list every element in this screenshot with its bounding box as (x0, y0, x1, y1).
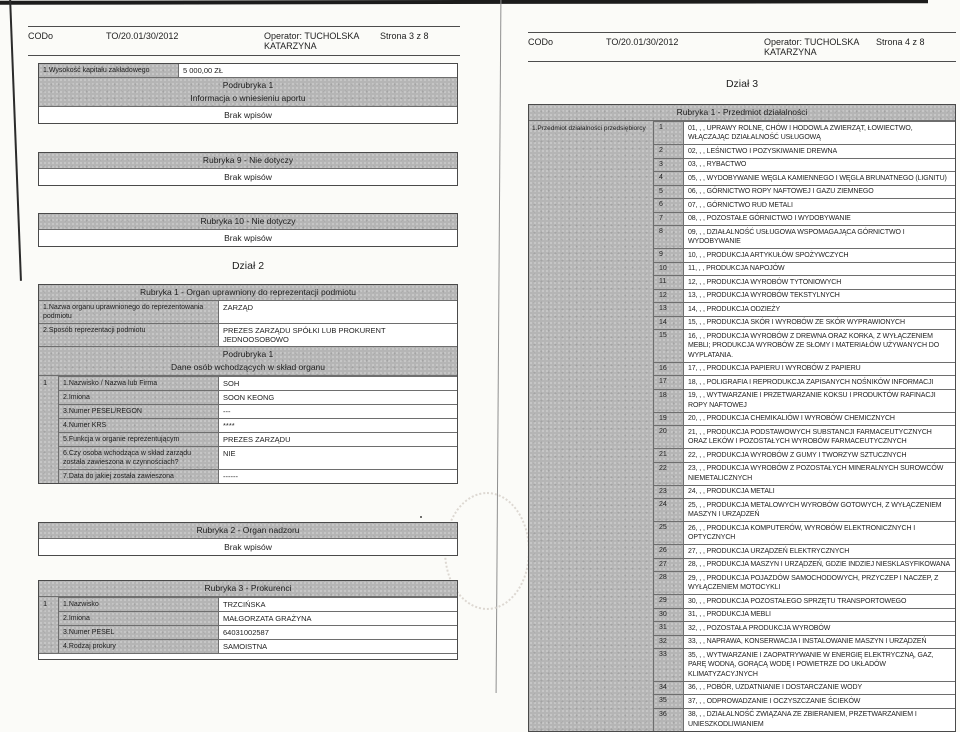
activity-row-text: 07, , , GÓRNICTWO RUD METALI (684, 199, 955, 212)
activity-row-text: 12, , , PRODUKCJA WYROBÓW TYTONIOWYCH (684, 276, 955, 289)
header-page-number: Strona 4 z 8 (876, 37, 925, 47)
rubryka2-title: Rubryka 2 - Organ nadzoru (39, 523, 457, 538)
activity-row-number: 28 (654, 572, 684, 594)
table-row (59, 432, 457, 446)
activity-row (654, 681, 955, 695)
activity-row-text: 19, , , WYTWARZANIE I PRZETWARZANIE KOKSU I PRODUKTÓW RAFINACJI ROPY NAFTOWEJ (684, 390, 955, 412)
activity-row (654, 289, 955, 303)
activity-row-text: 01, , , UPRAWY ROLNE, CHÓW I HODOWLA ZWIERZĄT, ŁOWIECTWO, WŁĄCZAJĄC DZIAŁALNOŚĆ USŁUGOWĄ (684, 122, 955, 144)
activity-row-text: 33, , , NAPRAWA, KONSERWACJA I INSTALOWANIE MASZYN I URZĄDZEŃ (684, 636, 955, 649)
rubryka9-title: Rubryka 9 - Nie dotyczy (39, 153, 457, 168)
activity-row-number: 32 (654, 636, 684, 649)
activity-row-number: 12 (654, 290, 684, 303)
activity-row-number: 3 (654, 159, 684, 172)
activity-row-number: 20 (654, 426, 684, 448)
activity-row-number: 31 (654, 622, 684, 635)
activity-row-text: 36, , , POBÓR, UZDATNIANIE I DOSTARCZANIE WODY (684, 682, 955, 695)
activity-row (654, 448, 955, 462)
row-label: 1.Nazwisko (59, 598, 219, 611)
rubryka9-empty: Brak wpisów (39, 168, 457, 185)
row-value: ZARZĄD (219, 301, 457, 323)
activity-row (654, 608, 955, 622)
prokurent-entry (39, 596, 457, 653)
page-header-right (528, 32, 956, 62)
activity-row-number: 9 (654, 249, 684, 262)
empty-strip (39, 653, 457, 659)
activity-row-number: 25 (654, 522, 684, 544)
activity-row-number: 30 (654, 609, 684, 622)
activity-row-text: 09, , , DZIAŁALNOŚĆ USŁUGOWA WSPOMAGAJĄCA GÓRNICTWO I WYDOBYWANIE (684, 226, 955, 248)
activity-row (654, 485, 955, 499)
activity-row-text: 28, , , PRODUKCJA MASZYN I URZĄDZEŃ, GDZIE INDZIEJ NIESKLASYFIKOWANA (684, 559, 955, 572)
activity-row-number: 23 (654, 486, 684, 499)
activity-row-number: 5 (654, 186, 684, 199)
activity-row-text: 35, , , WYTWARZANIE I ZAOPATRYWANIE W ENERGIĘ ELEKTRYCZNĄ, GAZ, PARĘ WODNĄ, GORĄCĄ WODĘ I POWIETRZE DO UKŁADÓW KLIMATYZACYJNYCH (684, 649, 955, 681)
activity-row-text: 11, , , PRODUKCJA NAPOJÓW (684, 263, 955, 276)
activity-row (654, 212, 955, 226)
row-label: 2.Sposób reprezentacji podmiotu (39, 324, 219, 346)
organ-member-rows (59, 376, 457, 483)
activity-row-text: 06, , , GÓRNICTWO ROPY NAFTOWEJ I GAZU ZIEMNEGO (684, 186, 955, 199)
row-value: 64031002587 (219, 626, 457, 639)
activity-row (654, 594, 955, 608)
activity-row-number: 26 (654, 545, 684, 558)
activity-row-number: 34 (654, 682, 684, 695)
header-code: CODo (528, 37, 554, 47)
section-title-dzial-3: Dział 3 (725, 78, 759, 90)
header-reference: TO/20.01/30/2012 (606, 37, 679, 47)
activity-row (654, 158, 955, 172)
rubryka3-prokurenci-table (38, 580, 458, 660)
row-value: SOON KEONG (219, 391, 457, 404)
table-row (59, 597, 457, 611)
activity-row (654, 694, 955, 708)
rubryka1-title: Rubryka 1 - Organ uprawniony do reprezentacji podmiotu (39, 285, 457, 300)
rubryka10-title: Rubryka 10 - Nie dotyczy (39, 214, 457, 229)
activity-row-text: 38, , , DZIAŁALNOŚĆ ZWIĄZANA ZE ZBIERANIEM, PRZETWARZANIEM I UNIESZKODLIWIANIEM (684, 709, 955, 731)
row-label: 4.Rodzaj prokury (59, 640, 219, 653)
header-page-number: Strona 3 z 8 (380, 31, 429, 41)
row-value: SAMOISTNA (219, 640, 457, 653)
table-row (39, 300, 457, 323)
activity-row-number: 15 (654, 330, 684, 362)
activity-row-text: 24, , , PRODUKCJA METALI (684, 486, 955, 499)
activity-row-text: 20, , , PRODUKCJA CHEMIKALIÓW I WYROBÓW CHEMICZNYCH (684, 413, 955, 426)
activity-label: 1.Przedmiot działalności przedsiębiorcy (529, 121, 654, 731)
activity-row-number: 11 (654, 276, 684, 289)
capital-value: 5 000,00 ZŁ (179, 64, 457, 77)
activity-row-text: 18, , , POLIGRAFIA I REPRODUKCJA ZAPISANYCH NOŚNIKÓW INFORMACJI (684, 376, 955, 389)
table-row (59, 418, 457, 432)
activity-row (654, 302, 955, 316)
row-value: --- (219, 405, 457, 418)
activity-row (654, 144, 955, 158)
activity-row-number: 17 (654, 376, 684, 389)
podrubryka1-subtitle: Informacja o wniesieniu aportu (190, 93, 306, 103)
row-label: 1.Nazwisko / Nazwa lub Firma (59, 377, 219, 390)
activity-row-text: 05, , , WYDOBYWANIE WĘGLA KAMIENNEGO I WĘGLA BRUNATNEGO (LIGNITU) (684, 172, 955, 185)
activity-items (654, 121, 955, 731)
activity-row-number: 29 (654, 595, 684, 608)
table-row (59, 611, 457, 625)
row-value: MAŁGORZATA GRAŻYNA (219, 612, 457, 625)
table-row (59, 376, 457, 390)
activity-row-text: 15, , , PRODUKCJA SKÓR I WYROBÓW ZE SKÓR WYPRAWIONYCH (684, 317, 955, 330)
activity-row-number: 36 (654, 709, 684, 731)
row-label: 3.Numer PESEL/REGON (59, 405, 219, 418)
activity-row-number: 13 (654, 303, 684, 316)
activity-row (654, 375, 955, 389)
activity-row-number: 33 (654, 649, 684, 681)
row-label: 2.Imiona (59, 612, 219, 625)
row-value: **** (219, 419, 457, 432)
activity-row-number: 27 (654, 559, 684, 572)
activity-row-number: 8 (654, 226, 684, 248)
activity-row-number: 2 (654, 145, 684, 158)
activity-row-number: 19 (654, 413, 684, 426)
activity-row-number: 16 (654, 363, 684, 376)
section-title-dzial-2: Dział 2 (231, 260, 265, 272)
activity-row (654, 412, 955, 426)
activity-row-number: 35 (654, 695, 684, 708)
rubryka1-rows (39, 300, 457, 346)
activity-row-number: 1 (654, 122, 684, 144)
podrubryka1-organ-band (39, 346, 457, 375)
activity-row-number: 21 (654, 449, 684, 462)
row-value: NIE (219, 447, 457, 469)
rubryka9-table (38, 152, 458, 186)
activity-row-text: 32, , , POZOSTAŁA PRODUKCJA WYROBÓW (684, 622, 955, 635)
activity-row (654, 275, 955, 289)
page-4 (528, 0, 956, 732)
activity-body (529, 120, 955, 731)
activity-row (654, 225, 955, 248)
activity-row (654, 121, 955, 144)
rubryka2-table (38, 522, 458, 556)
activity-row (654, 329, 955, 362)
table-row (59, 446, 457, 469)
activity-row (654, 185, 955, 199)
row-label: 5.Funkcja w organie reprezentującym (59, 433, 219, 446)
activity-row-number: 4 (654, 172, 684, 185)
activity-row (654, 198, 955, 212)
activity-row (654, 248, 955, 262)
activity-row (654, 462, 955, 485)
header-reference: TO/20.01/30/2012 (106, 31, 179, 41)
activity-row-text: 29, , , PRODUKCJA POJAZDÓW SAMOCHODOWYCH, PRZYCZEP I NACZEP, Z WYŁĄCZENIEM MOTOCYKLI (684, 572, 955, 594)
activity-row-text: 16, , , PRODUKCJA WYROBÓW Z DREWNA ORAZ KORKA, Z WYŁĄCZENIEM MEBLI; PRODUKCJA WYROBÓW ZE SŁOMY I MATERIAŁÓW UŻYWANYCH DO WYPLATANIA. (684, 330, 955, 362)
rubryka1-representation-table (38, 284, 458, 484)
capital-row (39, 64, 457, 77)
rubryka10-empty: Brak wpisów (39, 229, 457, 246)
scan-left-edge (9, 0, 22, 281)
activity-row (654, 316, 955, 330)
activity-row-number: 6 (654, 199, 684, 212)
activity-row-number: 14 (654, 317, 684, 330)
activity-row-text: 25, , , PRODUKCJA METALOWYCH WYROBÓW GOTOWYCH, Z WYŁĄCZENIEM MASZYN I URZĄDZEŃ (684, 499, 955, 521)
podrubryka-title: Podrubryka 1 (222, 349, 274, 359)
organ-member-entry (39, 375, 457, 483)
activity-row-text: 27, , , PRODUKCJA URZĄDZEŃ ELEKTRYCZNYCH (684, 545, 955, 558)
activity-row-text: 26, , , PRODUKCJA KOMPUTERÓW, WYROBÓW ELEKTRONICZNYCH I OPTYCZNYCH (684, 522, 955, 544)
activity-row (654, 571, 955, 594)
activity-row-text: 23, , , PRODUKCJA WYROBÓW Z POZOSTAŁYCH MINERALNYCH SUROWCÓW NIEMETALICZNYCH (684, 463, 955, 485)
activity-row (654, 171, 955, 185)
activity-row-text: 30, , , PRODUKCJA POZOSTAŁEGO SPRZĘTU TRANSPORTOWEGO (684, 595, 955, 608)
activity-row-text: 37, , , ODPROWADZANIE I OCZYSZCZANIE ŚCIEKÓW (684, 695, 955, 708)
row-label: 6.Czy osoba wchodząca w skład zarządu została zawieszona w czynnościach? (59, 447, 219, 469)
row-label: 4.Numer KRS (59, 419, 219, 432)
activity-rubryka-title: Rubryka 1 - Przedmiot działalności (529, 105, 955, 120)
activity-row (654, 425, 955, 448)
row-label: 3.Numer PESEL (59, 626, 219, 639)
rubryka2-empty: Brak wpisów (39, 538, 457, 555)
row-value: PREZES ZARZĄDU (219, 433, 457, 446)
table-row (59, 625, 457, 639)
activity-row-text: 17, , , PRODUKCJA PAPIERU I WYROBÓW Z PAPIERU (684, 363, 955, 376)
row-value: ------ (219, 470, 457, 483)
activity-row-text: 08, , , POZOSTAŁE GÓRNICTWO I WYDOBYWANIE (684, 213, 955, 226)
activity-row (654, 544, 955, 558)
activity-row-number: 10 (654, 263, 684, 276)
rubryka1-activity-table (528, 104, 956, 732)
row-label: 2.Imiona (59, 391, 219, 404)
activity-row-text: 03, , , RYBACTWO (684, 159, 955, 172)
podrubryka1-band (39, 77, 457, 106)
activity-row (654, 362, 955, 376)
row-label: 7.Data do jakiej została zawieszona (59, 470, 219, 483)
activity-row-number: 22 (654, 463, 684, 485)
page-header-left (28, 26, 460, 56)
activity-row-text: 13, , , PRODUKCJA WYROBÓW TEKSTYLNYCH (684, 290, 955, 303)
activity-row (654, 521, 955, 544)
activity-row-number: 24 (654, 499, 684, 521)
row-value: PREZES ZARZĄDU SPÓŁKI LUB PROKURENT JEDNOOSOBOWO (219, 324, 457, 346)
entry-number: 1 (39, 376, 59, 483)
activity-row-text: 14, , , PRODUKCJA ODZIEŻY (684, 303, 955, 316)
activity-row-text: 31, , , PRODUKCJA MEBLI (684, 609, 955, 622)
header-code: CODo (28, 31, 54, 41)
rubryka10-table (38, 213, 458, 247)
activity-row-text: 10, , , PRODUKCJA ARTYKUŁÓW SPOŻYWCZYCH (684, 249, 955, 262)
row-value: SOH (219, 377, 457, 390)
activity-row (654, 648, 955, 681)
table-row (59, 390, 457, 404)
activity-row-number: 7 (654, 213, 684, 226)
activity-row (654, 262, 955, 276)
entry-number: 1 (39, 597, 59, 653)
capital-table (38, 63, 458, 124)
table-row (59, 639, 457, 653)
activity-row (654, 635, 955, 649)
activity-row (654, 389, 955, 412)
activity-row (654, 558, 955, 572)
table-row (59, 469, 457, 483)
activity-row-text: 02, , , LEŚNICTWO I POZYSKIWANIE DREWNA (684, 145, 955, 158)
podrubryka-subtitle: Dane osób wchodzących w skład organu (170, 362, 326, 372)
row-value: TRZCIŃSKA (219, 598, 457, 611)
rubryka3-title: Rubryka 3 - Prokurenci (39, 581, 457, 596)
header-operator: Operator: TUCHOLSKA KATARZYNA (264, 31, 359, 51)
prokurent-rows (59, 597, 457, 653)
activity-row (654, 498, 955, 521)
header-operator: Operator: TUCHOLSKA KATARZYNA (764, 37, 859, 57)
podrubryka1-title: Podrubryka 1 (222, 80, 274, 90)
podrubryka1-empty: Brak wpisów (39, 106, 457, 123)
activity-row (654, 621, 955, 635)
row-label: 1.Nazwa organu uprawnionego do reprezentowania podmiotu (39, 301, 219, 323)
activity-row-text: 22, , , PRODUKCJA WYROBÓW Z GUMY I TWORZYW SZTUCZNYCH (684, 449, 955, 462)
capital-label: 1.Wysokość kapitału zakładowego (39, 64, 179, 77)
activity-row-text: 21, , , PRODUKCJA PODSTAWOWYCH SUBSTANCJI FARMACEUTYCZNYCH ORAZ LEKÓW I POZOSTAŁYCH WYROBÓW FARMACEUTYCZNYCH (684, 426, 955, 448)
activity-row (654, 708, 955, 731)
activity-row-number: 18 (654, 390, 684, 412)
table-row (39, 323, 457, 346)
page-3 (28, 0, 458, 660)
table-row (59, 404, 457, 418)
